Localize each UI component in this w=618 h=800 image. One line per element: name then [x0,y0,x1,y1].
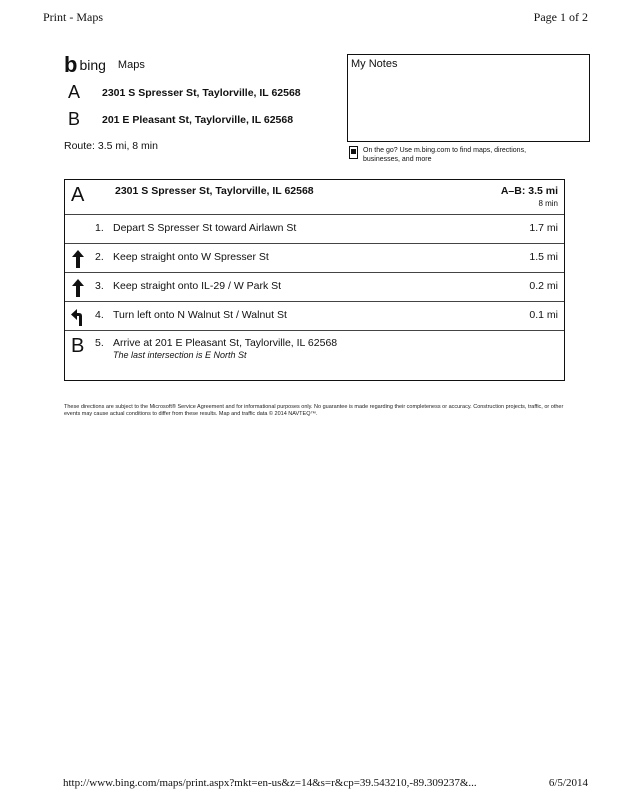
notes-title: My Notes [351,58,398,70]
route-label: Route: [64,140,95,152]
directions-table [64,179,565,381]
bing-logo-icon: b [64,52,78,77]
legal-disclaimer: These directions are subject to the Microsoft® Service Agreement and for informational purposes only. No guarantee is made regarding their completeness or accuracy. Construction projects, traffic, or other events may cause actual conditions to differ from these results. Map and traffic data © 2014 NAVTEQ™. [64,404,564,417]
arrive-row [65,331,564,379]
arrow-up-icon [71,279,85,297]
arrow-up-icon [71,250,85,268]
arrive-instruction: Arrive at 201 E Pleasant St, Taylorville, IL 62568 [113,337,338,349]
start-marker-letter: A [68,82,81,102]
start-address: 2301 S Spresser St, Taylorville, IL 62568 [102,86,301,99]
step-row [65,244,564,273]
end-address: 201 E Pleasant St, Taylorville, IL 62568 [102,113,294,126]
footer-url: http://www.bing.com/maps/print.aspx?mkt=en-us&z=14&s=r&cp=39.543210,-89.309237&... [63,777,477,789]
step-row [65,273,564,302]
page-title: Print - Maps [43,10,103,24]
bing-maps-logo [64,52,145,77]
total-distance: A–B: 3.5 mi [500,185,558,197]
step-row [65,302,564,331]
bing-wordmark: bing [79,57,106,73]
step-instruction: Depart S Spresser St toward Airlawn St [113,222,297,234]
step-distance: 0.1 mi [529,309,558,321]
route-summary [64,140,158,152]
maps-label: Maps [117,59,145,71]
step-number: 3. [95,280,104,292]
footer-date: 6/5/2014 [548,777,588,789]
page-number: Page 1 of 2 [533,10,588,24]
route-value: 3.5 mi, 8 min [97,140,158,152]
step-distance: 1.5 mi [529,251,558,263]
phone-icon [349,146,358,159]
start-marker-letter: A [71,184,85,206]
turn-left-icon [71,308,85,326]
last-intersection-note: The last intersection is E North St [113,350,247,360]
mobile-promo [349,146,549,164]
step-number: 4. [95,309,104,321]
end-marker-letter: B [68,109,81,129]
step-distance: 0.2 mi [529,280,558,292]
step-instruction: Keep straight onto IL-29 / W Park St [113,280,282,292]
total-time: 8 min [538,199,558,208]
directions-header-row [65,180,564,215]
end-endpoint [68,109,293,130]
step-number: 2. [95,251,104,263]
start-endpoint [68,82,301,103]
end-marker-letter: B [71,335,85,357]
notes-box[interactable] [347,54,590,142]
step-row [65,215,564,244]
step-distance: 1.7 mi [529,222,558,234]
step-instruction: Keep straight onto W Spresser St [113,251,269,263]
step-number: 5. [95,337,104,349]
step-number: 1. [95,222,104,234]
mobile-promo-text: On the go? Use m.bing.com to find maps, directions, businesses, and more [363,147,527,163]
header-start-address: 2301 S Spresser St, Taylorville, IL 62568 [115,185,314,197]
step-instruction: Turn left onto N Walnut St / Walnut St [113,309,287,321]
